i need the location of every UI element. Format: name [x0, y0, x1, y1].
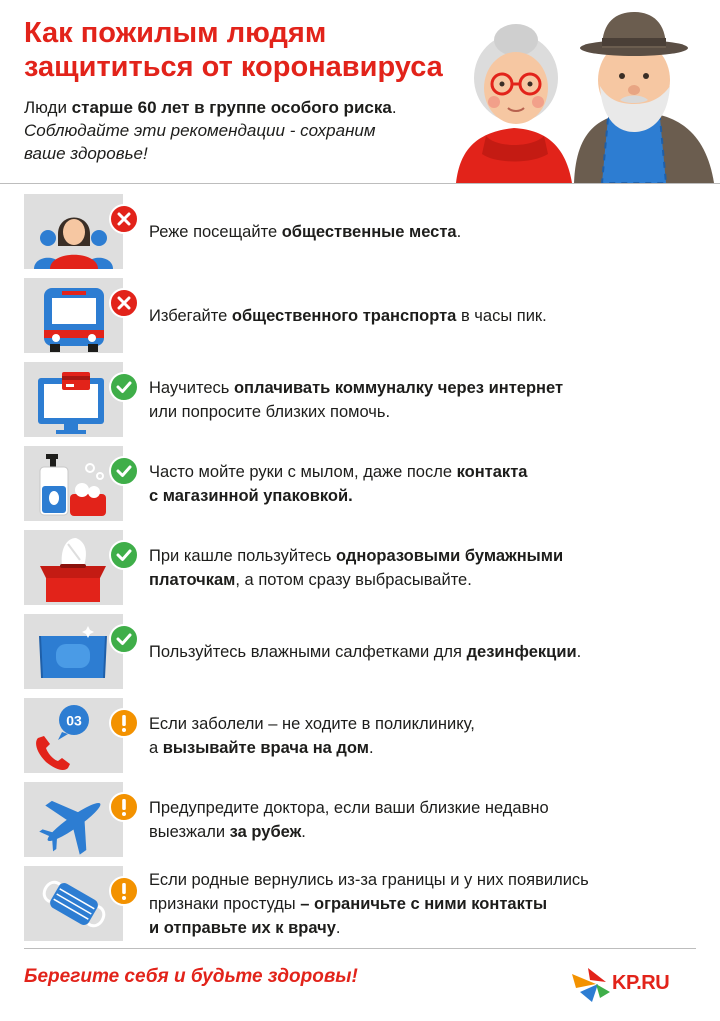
- footer-slogan: Берегите себя и будьте здоровы!: [24, 966, 358, 987]
- allow-badge-icon: [109, 540, 139, 570]
- phone-number-label: 03: [66, 712, 82, 729]
- lead-plain: Люди: [24, 98, 72, 117]
- tile: [24, 530, 123, 605]
- list-item: [24, 194, 704, 269]
- tile: [24, 782, 123, 857]
- warning-badge-icon: [109, 792, 139, 822]
- recommendation-text: Избегайте общественного транспорта в часы пик.: [149, 306, 547, 325]
- list-item: [24, 698, 704, 773]
- list-item: [24, 278, 704, 353]
- header: [0, 0, 720, 183]
- tile: [24, 278, 123, 353]
- page-title: [24, 16, 494, 84]
- allow-badge-icon: [109, 624, 139, 654]
- lead-italic-1: Соблюдайте эти рекомендации - сохраним: [24, 121, 376, 140]
- list-item: [24, 362, 704, 437]
- recommendation-text: При кашле пользуйтесь одноразовыми бумажными платочкам, а потом сразу выбрасывайте.: [149, 546, 564, 589]
- tile: [24, 698, 123, 773]
- warning-badge-icon: [109, 708, 139, 738]
- footer-divider: [24, 948, 696, 949]
- recommendation-text: Если родные вернулись из-за границы и у них появились признаки простуды – ограничьте с ними контакты и отправьте их к врачу.: [149, 870, 589, 937]
- prohibit-badge-icon: [109, 288, 139, 318]
- list-item: [24, 530, 704, 605]
- list-item: [24, 782, 704, 857]
- tile: [24, 866, 123, 941]
- lead-bold: старше 60 лет в группе особого риска: [71, 98, 392, 117]
- list-item: [24, 446, 704, 521]
- allow-badge-icon: [109, 456, 139, 486]
- recommendation-text: Если заболели – не ходите в поликлинику, а вызывайте врача на дом.: [149, 714, 475, 757]
- allow-badge-icon: [109, 372, 139, 402]
- recommendation-text: Предупредите доктора, если ваши близкие недавно выезжали за рубеж.: [149, 798, 549, 841]
- kp-logo-text: KP.RU: [612, 972, 670, 994]
- recommendation-text: Научитесь оплачивать коммуналку через интернет или попросите близких помочь.: [149, 378, 564, 421]
- tile: [24, 194, 123, 269]
- tile: [24, 446, 123, 521]
- prohibit-badge-icon: [109, 204, 139, 234]
- list-item: [24, 614, 704, 689]
- seniors-illustration: [456, 8, 720, 183]
- lead-end: .: [391, 98, 397, 117]
- list-item: [24, 866, 704, 941]
- recommendation-text: Часто мойте руки с мылом, даже после контакта с магазинной упаковкой.: [149, 462, 528, 505]
- title-line-1: Как пожилым людям: [24, 17, 327, 49]
- recommendation-text: Реже посещайте общественные места.: [149, 222, 462, 241]
- lead-italic-2: ваше здоровье!: [24, 144, 148, 163]
- title-line-2: защититься от коронавируса: [24, 51, 443, 83]
- tile: [24, 362, 123, 437]
- recommendation-text: Пользуйтесь влажными салфетками для дезинфекции.: [149, 642, 582, 661]
- lead-text: [24, 96, 464, 165]
- header-divider: [0, 183, 720, 184]
- tile: [24, 614, 123, 689]
- warning-badge-icon: [109, 876, 139, 906]
